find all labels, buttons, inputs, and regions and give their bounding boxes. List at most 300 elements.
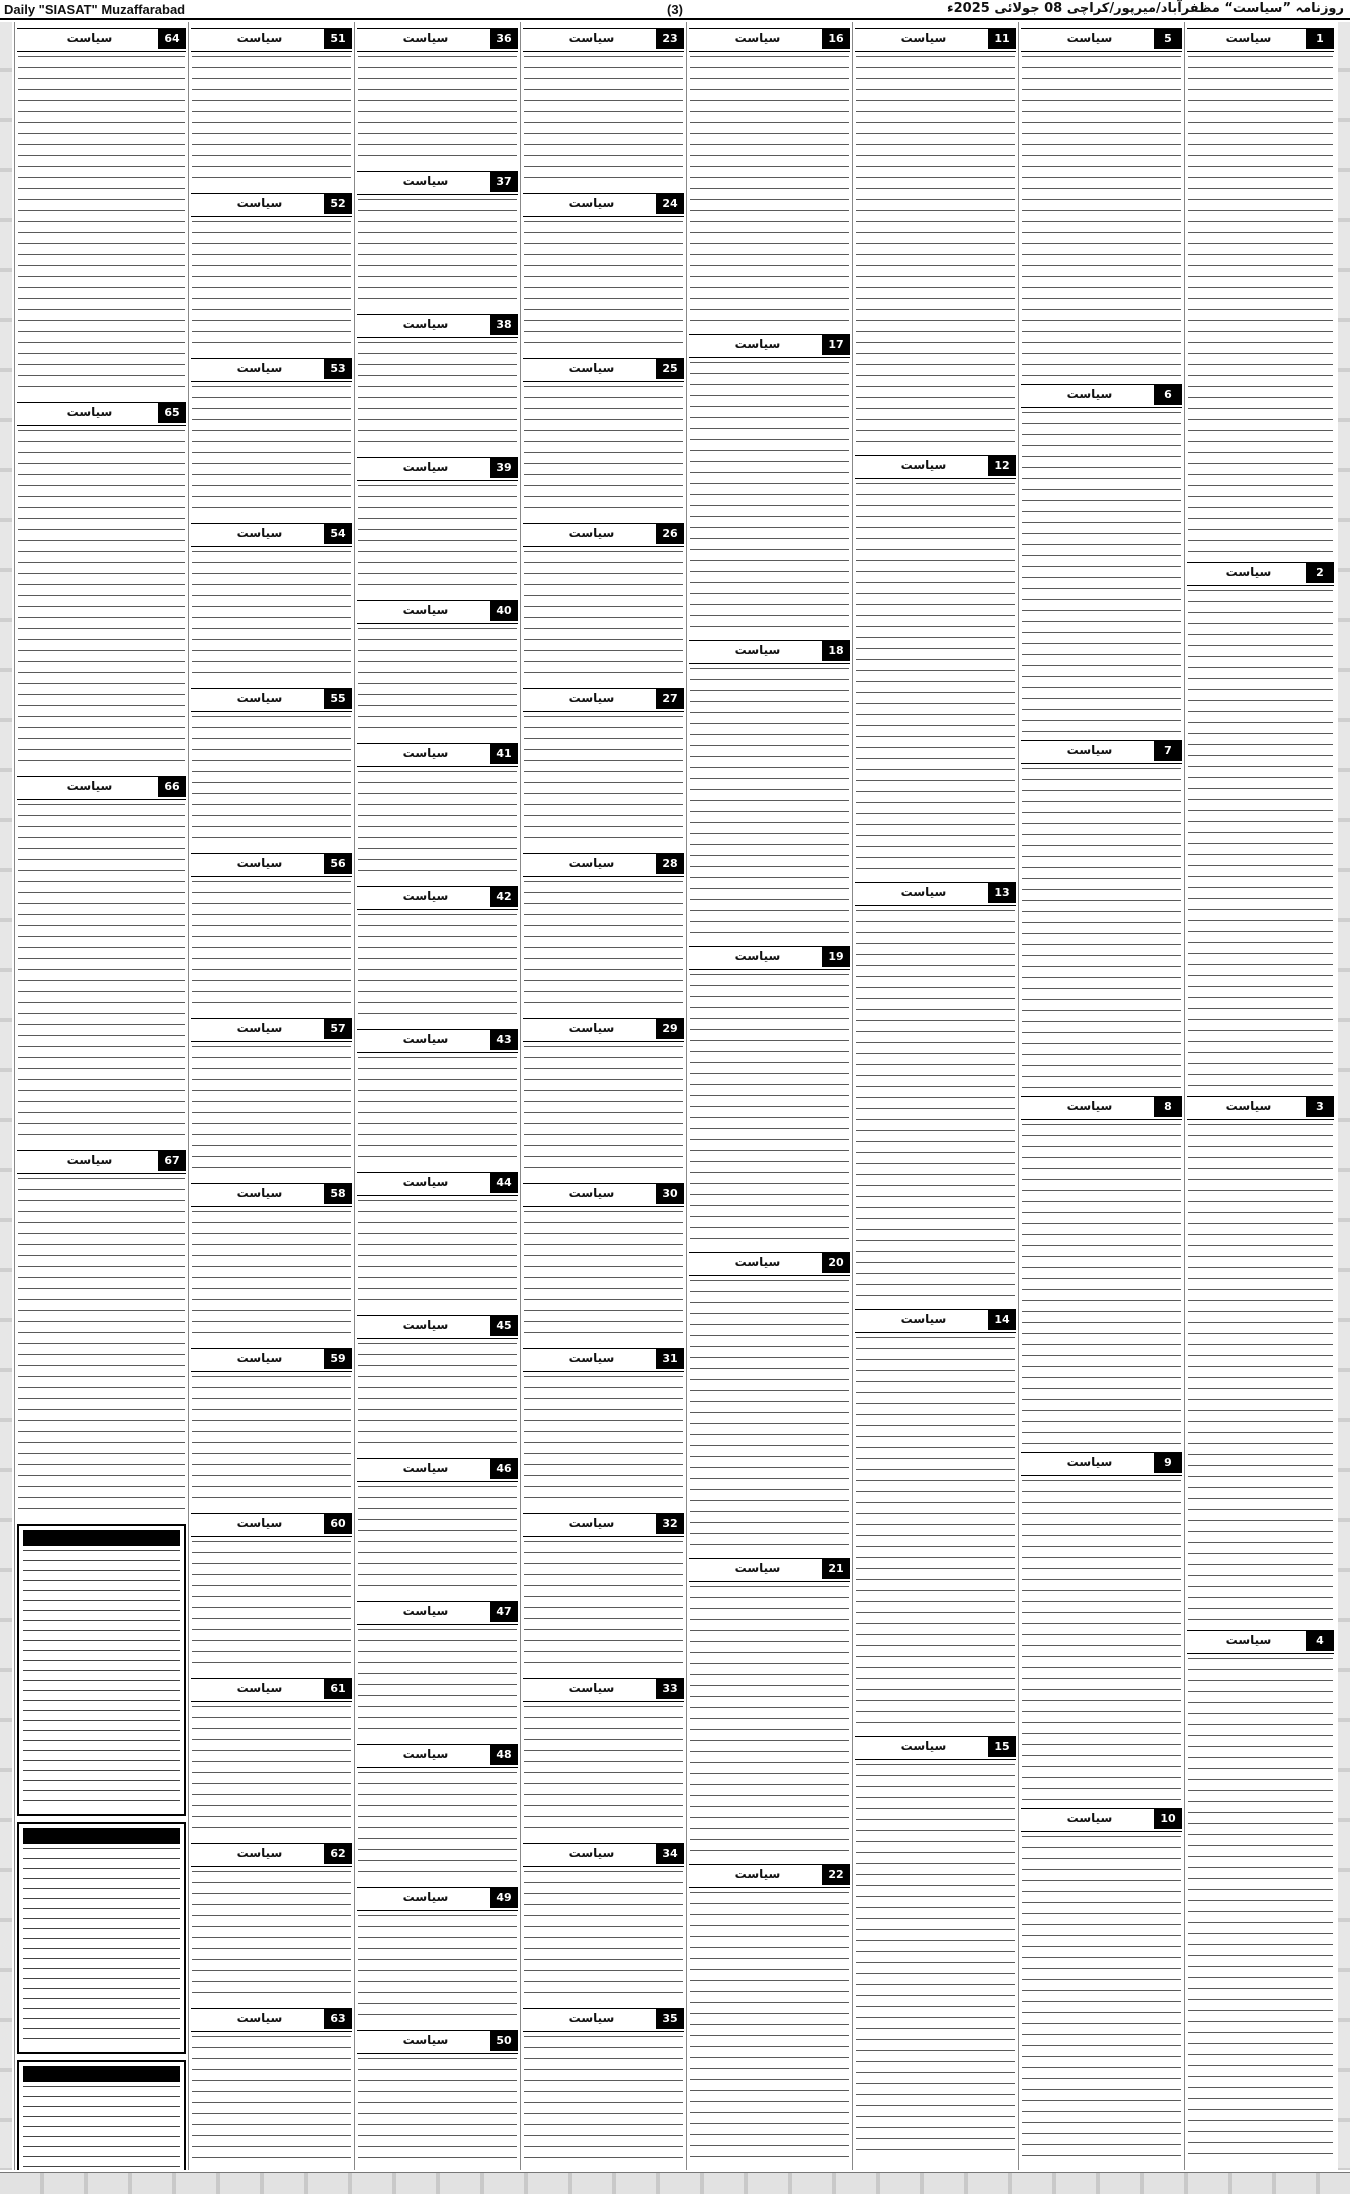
article-header-title: سیاست bbox=[236, 1681, 283, 1695]
article-body bbox=[18, 430, 185, 770]
article-header bbox=[357, 1887, 518, 1911]
article-block bbox=[687, 1252, 852, 1552]
article-header-title: سیاست bbox=[1066, 1811, 1113, 1825]
article-number: 49 bbox=[490, 1888, 518, 1908]
article-block bbox=[355, 1601, 520, 1738]
article-body bbox=[1022, 56, 1181, 378]
article-header-title: سیاست bbox=[236, 1351, 283, 1365]
article-number: 67 bbox=[158, 1151, 186, 1171]
article-body bbox=[690, 668, 849, 940]
article-header-title: سیاست bbox=[734, 31, 781, 45]
article-body bbox=[524, 2036, 683, 2167]
article-block bbox=[521, 523, 686, 682]
article-number: 54 bbox=[324, 524, 352, 544]
article-number: 25 bbox=[656, 359, 684, 379]
column-3 bbox=[852, 22, 1018, 2170]
article-header bbox=[1021, 1096, 1182, 1120]
article-header bbox=[523, 193, 684, 217]
article-header bbox=[357, 1172, 518, 1196]
article-body bbox=[192, 881, 351, 1012]
article-number: 14 bbox=[988, 1310, 1016, 1330]
article-body bbox=[524, 1046, 683, 1177]
column-4 bbox=[686, 22, 852, 2170]
article-block bbox=[521, 688, 686, 847]
article-header bbox=[357, 600, 518, 624]
article-header-title: سیاست bbox=[900, 885, 947, 899]
article-number: 51 bbox=[324, 29, 352, 49]
column-8 bbox=[14, 22, 188, 2170]
masthead-urdu-dateline: روزنامہ ”سیاست“ مظفرآباد/میرپور/کراچی 08 جولائی 2025ء bbox=[946, 1, 1344, 16]
article-header-title: سیاست bbox=[568, 1516, 615, 1530]
article-header-title: سیاست bbox=[236, 1846, 283, 1860]
article-block bbox=[189, 193, 354, 352]
article-header bbox=[523, 1678, 684, 1702]
article-number: 12 bbox=[988, 456, 1016, 476]
article-number: 48 bbox=[490, 1745, 518, 1765]
article-body bbox=[524, 1706, 683, 1837]
article-header bbox=[357, 1315, 518, 1339]
article-body bbox=[1022, 1124, 1181, 1446]
article-header bbox=[357, 1744, 518, 1768]
article-header bbox=[689, 640, 850, 664]
article-body bbox=[524, 221, 683, 352]
article-number: 63 bbox=[324, 2009, 352, 2029]
article-block bbox=[355, 1744, 520, 1881]
article-header-title: سیاست bbox=[66, 31, 113, 45]
left-border-strip bbox=[0, 22, 12, 2170]
article-header bbox=[689, 1864, 850, 1888]
article-body bbox=[358, 1772, 517, 1881]
article-block bbox=[1185, 562, 1336, 1090]
article-header bbox=[855, 455, 1016, 479]
masthead-left-title: Daily "SIASAT" Muzaffarabad bbox=[4, 2, 186, 17]
article-body bbox=[1022, 1836, 1181, 2158]
article-header-title: سیاست bbox=[568, 31, 615, 45]
article-header-title: سیاست bbox=[402, 1604, 449, 1618]
article-block bbox=[355, 1029, 520, 1166]
article-number: 31 bbox=[656, 1349, 684, 1369]
article-number: 40 bbox=[490, 601, 518, 621]
column-1 bbox=[1184, 22, 1336, 2170]
article-body bbox=[358, 914, 517, 1023]
article-header-title: سیاست bbox=[568, 361, 615, 375]
article-header bbox=[357, 1458, 518, 1482]
article-header-title: سیاست bbox=[900, 1739, 947, 1753]
article-body bbox=[192, 221, 351, 352]
article-body bbox=[192, 1706, 351, 1837]
article-header bbox=[191, 1843, 352, 1867]
article-body bbox=[1022, 768, 1181, 1090]
article-block bbox=[1019, 28, 1184, 378]
article-number: 23 bbox=[656, 29, 684, 49]
article-number: 22 bbox=[822, 1865, 850, 1885]
article-header bbox=[1021, 28, 1182, 52]
article-block bbox=[355, 1315, 520, 1452]
article-header-title: سیاست bbox=[66, 405, 113, 419]
article-body bbox=[358, 1629, 517, 1738]
article-number: 1 bbox=[1306, 29, 1334, 49]
article-block bbox=[1019, 740, 1184, 1090]
article-header bbox=[1021, 384, 1182, 408]
article-block bbox=[521, 1513, 686, 1672]
article-body bbox=[358, 1200, 517, 1309]
article-header-title: سیاست bbox=[1225, 31, 1272, 45]
article-header bbox=[17, 1150, 186, 1174]
article-header-title: سیاست bbox=[734, 949, 781, 963]
article-block bbox=[189, 853, 354, 1012]
article-header-title: سیاست bbox=[1066, 1455, 1113, 1469]
article-number: 65 bbox=[158, 403, 186, 423]
article-header-title: سیاست bbox=[1066, 31, 1113, 45]
article-header bbox=[357, 457, 518, 481]
article-block bbox=[189, 358, 354, 517]
article-block bbox=[355, 28, 520, 165]
article-number: 59 bbox=[324, 1349, 352, 1369]
article-block bbox=[355, 314, 520, 451]
article-header-title: سیاست bbox=[402, 2033, 449, 2047]
article-block bbox=[853, 28, 1018, 449]
article-header-title: سیاست bbox=[1066, 1099, 1113, 1113]
article-header bbox=[357, 314, 518, 338]
article-header bbox=[523, 28, 684, 52]
newspaper-page bbox=[14, 22, 1336, 2170]
article-header-title: سیاست bbox=[402, 603, 449, 617]
article-body bbox=[690, 362, 849, 634]
article-header bbox=[191, 193, 352, 217]
article-header-title: سیاست bbox=[900, 1312, 947, 1326]
article-number: 39 bbox=[490, 458, 518, 478]
article-header-title: سیاست bbox=[568, 2011, 615, 2025]
article-header bbox=[191, 523, 352, 547]
article-header-title: سیاست bbox=[568, 1681, 615, 1695]
article-number: 27 bbox=[656, 689, 684, 709]
article-body bbox=[690, 56, 849, 328]
article-header-title: سیاست bbox=[734, 1867, 781, 1881]
article-body bbox=[856, 1764, 1015, 2157]
article-header-title: سیاست bbox=[402, 174, 449, 188]
article-number: 32 bbox=[656, 1514, 684, 1534]
page-number: (3) bbox=[667, 2, 683, 17]
article-header bbox=[191, 1018, 352, 1042]
article-number: 20 bbox=[822, 1253, 850, 1273]
article-block bbox=[1019, 384, 1184, 734]
article-body bbox=[192, 1871, 351, 2002]
article-header bbox=[357, 171, 518, 195]
article-header bbox=[523, 853, 684, 877]
article-number: 16 bbox=[822, 29, 850, 49]
article-block bbox=[521, 2008, 686, 2167]
article-header bbox=[1021, 1808, 1182, 1832]
article-body bbox=[192, 551, 351, 682]
article-block bbox=[521, 1843, 686, 2002]
article-number: 2 bbox=[1306, 563, 1334, 583]
article-header bbox=[523, 1018, 684, 1042]
article-header-title: سیاست bbox=[402, 1747, 449, 1761]
article-number: 21 bbox=[822, 1559, 850, 1579]
article-number: 44 bbox=[490, 1173, 518, 1193]
article-number: 62 bbox=[324, 1844, 352, 1864]
article-number: 26 bbox=[656, 524, 684, 544]
article-block bbox=[189, 2008, 354, 2167]
article-body bbox=[358, 1057, 517, 1166]
article-header-title: سیاست bbox=[236, 1021, 283, 1035]
article-header-title: سیاست bbox=[402, 460, 449, 474]
article-header-title: سیاست bbox=[236, 196, 283, 210]
article-block bbox=[521, 1183, 686, 1342]
article-number: 10 bbox=[1154, 1809, 1182, 1829]
article-header-title: سیاست bbox=[568, 1846, 615, 1860]
column-2 bbox=[1018, 22, 1184, 2170]
article-number: 19 bbox=[822, 947, 850, 967]
article-header-title: سیاست bbox=[1225, 1633, 1272, 1647]
masthead bbox=[0, 0, 1350, 20]
article-number: 50 bbox=[490, 2031, 518, 2051]
article-header bbox=[689, 28, 850, 52]
article-header bbox=[689, 334, 850, 358]
article-block bbox=[355, 1887, 520, 2024]
article-block bbox=[1019, 1808, 1184, 2158]
article-body bbox=[358, 56, 517, 165]
article-body bbox=[1022, 1480, 1181, 1802]
article-body bbox=[358, 1486, 517, 1595]
article-body bbox=[690, 1586, 849, 1858]
article-body bbox=[192, 1046, 351, 1177]
public-notice-heading-bar bbox=[23, 1530, 180, 1546]
article-block bbox=[1185, 1096, 1336, 1624]
article-header bbox=[191, 1678, 352, 1702]
article-number: 24 bbox=[656, 194, 684, 214]
article-header bbox=[191, 853, 352, 877]
article-header bbox=[357, 2030, 518, 2054]
article-body bbox=[358, 2058, 517, 2167]
article-header bbox=[689, 1252, 850, 1276]
article-block bbox=[189, 1513, 354, 1672]
article-number: 35 bbox=[656, 2009, 684, 2029]
article-block bbox=[687, 1558, 852, 1858]
article-header-title: سیاست bbox=[402, 1175, 449, 1189]
article-header bbox=[357, 743, 518, 767]
article-body bbox=[690, 974, 849, 1246]
article-header-title: سیاست bbox=[1066, 743, 1113, 757]
column-5 bbox=[520, 22, 686, 2170]
article-block bbox=[853, 1309, 1018, 1730]
article-body bbox=[18, 804, 185, 1144]
article-header bbox=[17, 402, 186, 426]
public-notice-body bbox=[23, 2086, 180, 2170]
article-header bbox=[191, 1183, 352, 1207]
article-header-title: سیاست bbox=[734, 337, 781, 351]
article-body bbox=[856, 910, 1015, 1303]
article-number: 28 bbox=[656, 854, 684, 874]
article-block bbox=[189, 1678, 354, 1837]
article-block bbox=[189, 688, 354, 847]
public-notice-body bbox=[23, 1848, 180, 2048]
article-header bbox=[191, 358, 352, 382]
article-header bbox=[191, 688, 352, 712]
article-body bbox=[856, 56, 1015, 449]
bottom-border-strip bbox=[0, 2172, 1350, 2194]
article-number: 9 bbox=[1154, 1453, 1182, 1473]
article-body bbox=[690, 1892, 849, 2164]
article-body bbox=[524, 56, 683, 187]
article-number: 6 bbox=[1154, 385, 1182, 405]
article-header-title: سیاست bbox=[402, 746, 449, 760]
article-body bbox=[856, 483, 1015, 876]
article-block bbox=[1019, 1452, 1184, 1802]
article-header bbox=[523, 2008, 684, 2032]
article-block bbox=[521, 358, 686, 517]
article-block bbox=[15, 28, 188, 396]
article-header bbox=[1021, 1452, 1182, 1476]
article-number: 36 bbox=[490, 29, 518, 49]
article-header bbox=[855, 882, 1016, 906]
article-header bbox=[523, 1843, 684, 1867]
article-header bbox=[523, 1183, 684, 1207]
article-block bbox=[853, 1736, 1018, 2157]
article-block bbox=[189, 1018, 354, 1177]
public-notice-heading-bar bbox=[23, 1828, 180, 1844]
article-body bbox=[358, 1343, 517, 1452]
article-header bbox=[357, 28, 518, 52]
article-block bbox=[189, 1843, 354, 2002]
article-number: 11 bbox=[988, 29, 1016, 49]
article-block bbox=[1185, 1630, 1336, 2158]
article-block bbox=[355, 1172, 520, 1309]
article-number: 61 bbox=[324, 1679, 352, 1699]
article-header bbox=[689, 1558, 850, 1582]
article-body bbox=[358, 1915, 517, 2024]
article-block bbox=[521, 1018, 686, 1177]
article-block bbox=[355, 1458, 520, 1595]
article-body bbox=[192, 2036, 351, 2167]
article-body bbox=[358, 771, 517, 880]
article-header-title: سیاست bbox=[402, 31, 449, 45]
article-header-title: سیاست bbox=[236, 856, 283, 870]
article-header-title: سیاست bbox=[402, 1318, 449, 1332]
public-notice-box bbox=[17, 1822, 186, 2054]
article-number: 33 bbox=[656, 1679, 684, 1699]
article-header-title: سیاست bbox=[734, 1561, 781, 1575]
article-number: 41 bbox=[490, 744, 518, 764]
article-header-title: سیاست bbox=[900, 31, 947, 45]
article-header bbox=[357, 1029, 518, 1053]
article-number: 66 bbox=[158, 777, 186, 797]
article-number: 15 bbox=[988, 1737, 1016, 1757]
article-header bbox=[1021, 740, 1182, 764]
article-block bbox=[355, 2030, 520, 2167]
article-header bbox=[17, 776, 186, 800]
article-number: 34 bbox=[656, 1844, 684, 1864]
article-header-title: سیاست bbox=[402, 1890, 449, 1904]
article-header-title: سیاست bbox=[568, 526, 615, 540]
article-number: 55 bbox=[324, 689, 352, 709]
article-header-title: سیاست bbox=[734, 643, 781, 657]
article-number: 17 bbox=[822, 335, 850, 355]
article-header-title: سیاست bbox=[402, 1032, 449, 1046]
article-header bbox=[1187, 562, 1334, 586]
article-number: 42 bbox=[490, 887, 518, 907]
article-header bbox=[855, 1736, 1016, 1760]
article-number: 4 bbox=[1306, 1631, 1334, 1651]
article-block bbox=[687, 28, 852, 328]
article-body bbox=[192, 1541, 351, 1672]
article-header-title: سیاست bbox=[568, 196, 615, 210]
article-number: 46 bbox=[490, 1459, 518, 1479]
article-body bbox=[524, 716, 683, 847]
article-block bbox=[521, 1348, 686, 1507]
article-block bbox=[853, 882, 1018, 1303]
article-number: 30 bbox=[656, 1184, 684, 1204]
column-6 bbox=[354, 22, 520, 2170]
article-header bbox=[1187, 1630, 1334, 1654]
article-block bbox=[687, 1864, 852, 2164]
article-block bbox=[687, 946, 852, 1246]
article-header-title: سیاست bbox=[568, 856, 615, 870]
article-body bbox=[524, 1211, 683, 1342]
public-notice-box bbox=[17, 1524, 186, 1816]
article-header-title: سیاست bbox=[402, 889, 449, 903]
article-body bbox=[18, 56, 185, 396]
article-body bbox=[690, 1280, 849, 1552]
article-number: 43 bbox=[490, 1030, 518, 1050]
article-body bbox=[358, 485, 517, 594]
article-block bbox=[355, 457, 520, 594]
article-body bbox=[192, 1211, 351, 1342]
article-number: 3 bbox=[1306, 1097, 1334, 1117]
article-header bbox=[523, 1513, 684, 1537]
article-block bbox=[15, 776, 188, 1144]
article-block bbox=[687, 640, 852, 940]
article-header bbox=[191, 1348, 352, 1372]
article-number: 45 bbox=[490, 1316, 518, 1336]
article-header-title: سیاست bbox=[568, 1021, 615, 1035]
article-block bbox=[189, 523, 354, 682]
article-number: 29 bbox=[656, 1019, 684, 1039]
article-body bbox=[358, 199, 517, 308]
article-header-title: سیاست bbox=[236, 691, 283, 705]
article-header bbox=[357, 1601, 518, 1625]
article-header-title: سیاست bbox=[236, 2011, 283, 2025]
article-header-title: سیاست bbox=[900, 458, 947, 472]
article-header-title: سیاست bbox=[236, 1516, 283, 1530]
article-header bbox=[191, 28, 352, 52]
article-block bbox=[355, 600, 520, 737]
article-number: 13 bbox=[988, 883, 1016, 903]
article-block bbox=[687, 334, 852, 634]
article-number: 58 bbox=[324, 1184, 352, 1204]
article-header-title: سیاست bbox=[236, 1186, 283, 1200]
article-body bbox=[1022, 412, 1181, 734]
article-body bbox=[856, 1337, 1015, 1730]
public-notice-body bbox=[23, 1550, 180, 1810]
article-header bbox=[523, 358, 684, 382]
article-body bbox=[524, 1871, 683, 2002]
article-number: 60 bbox=[324, 1514, 352, 1534]
article-body bbox=[1188, 56, 1333, 556]
article-body bbox=[192, 56, 351, 187]
article-number: 53 bbox=[324, 359, 352, 379]
article-header bbox=[17, 28, 186, 52]
article-number: 8 bbox=[1154, 1097, 1182, 1117]
article-body bbox=[192, 386, 351, 517]
article-block bbox=[15, 1150, 188, 1518]
article-block bbox=[521, 1678, 686, 1837]
article-body bbox=[1188, 1124, 1333, 1624]
article-header-title: سیاست bbox=[568, 691, 615, 705]
article-body bbox=[524, 386, 683, 517]
article-number: 37 bbox=[490, 172, 518, 192]
article-header-title: سیاست bbox=[1225, 565, 1272, 579]
